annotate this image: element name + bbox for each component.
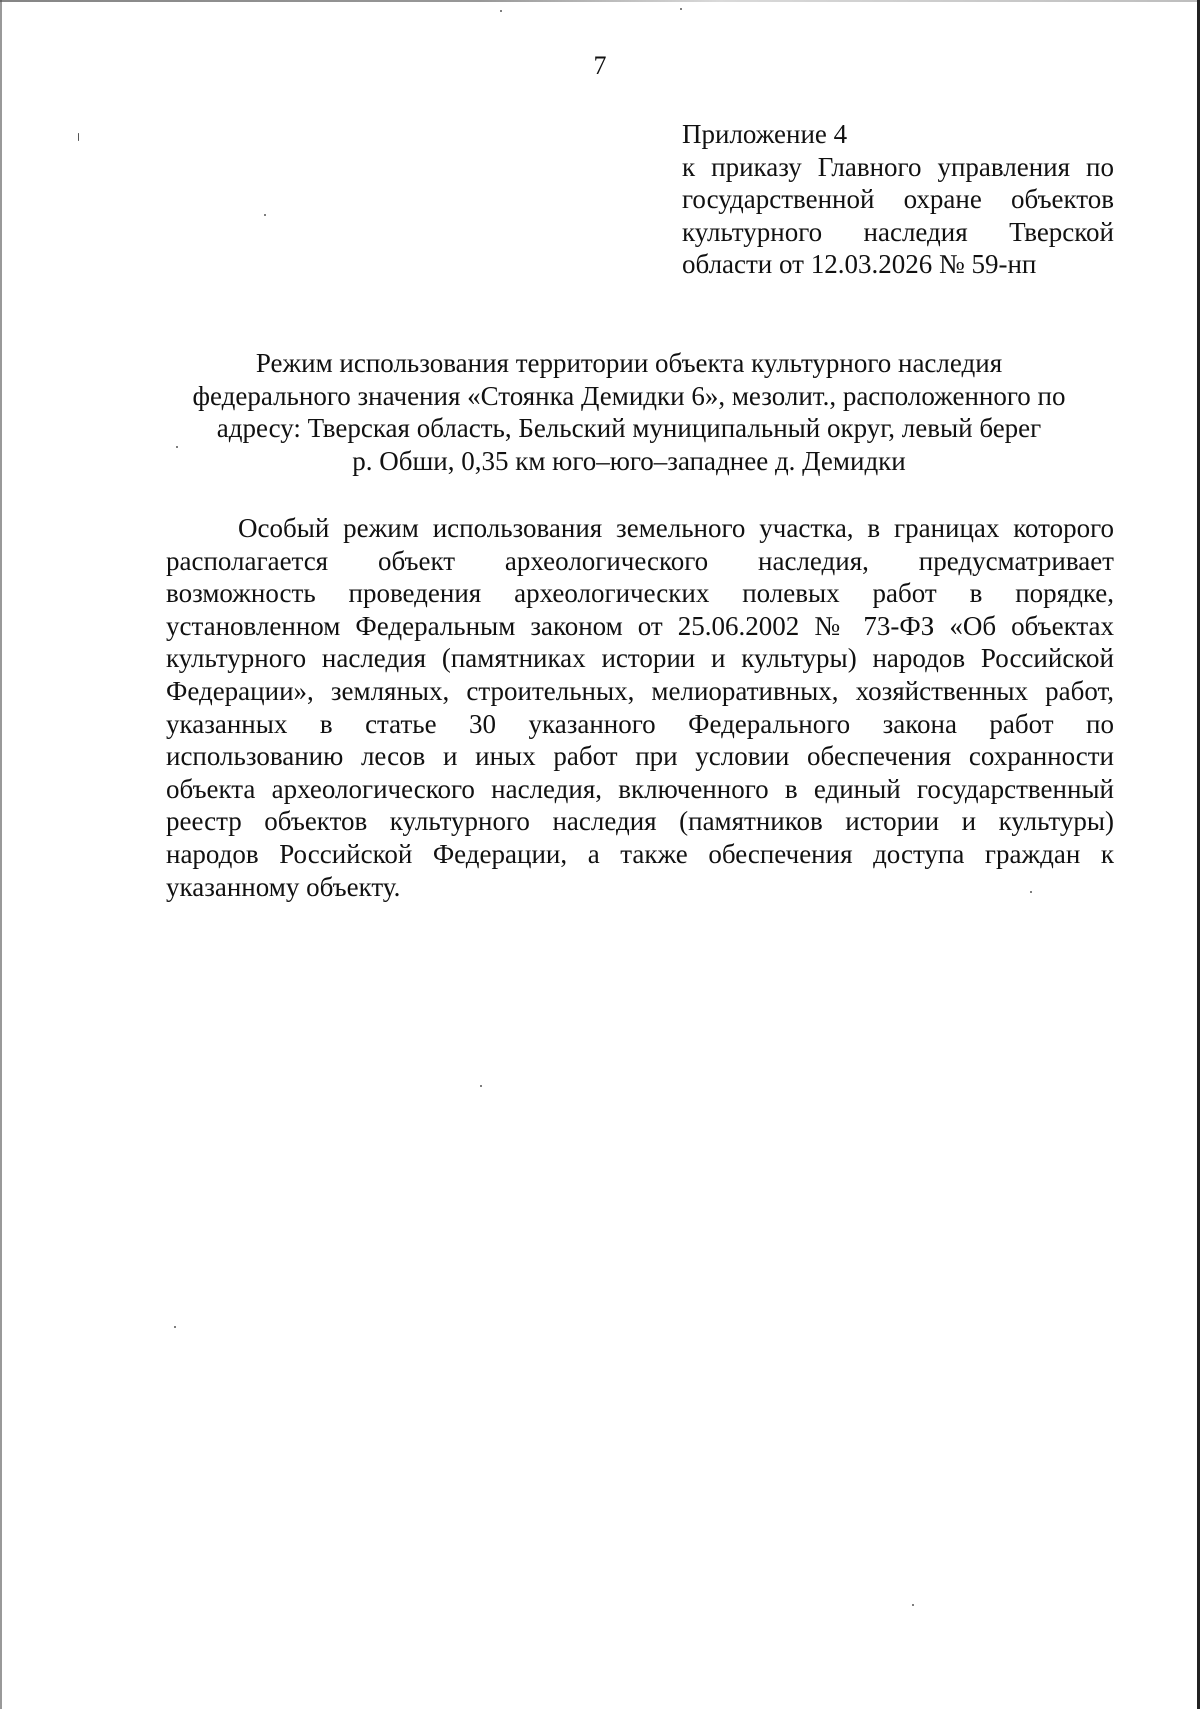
document-title: [150, 347, 1108, 477]
page-number: 7: [593, 51, 607, 80]
scan-speck: [680, 8, 682, 10]
scan-edge-left: [0, 0, 2, 1709]
document-title-line: р. Обши, 0,35 км юго–юго–западнее д. Демидки: [352, 445, 906, 476]
body-line: использованию лесов и иных работ при условии обеспечения сохранности: [166, 741, 1114, 772]
appendix-line: культурного наследия Тверской: [682, 216, 1114, 247]
scan-edge-top: [0, 0, 1200, 2]
appendix-title: Приложение 4: [682, 119, 848, 149]
appendix-line: государственной охране объектов: [682, 184, 1114, 215]
body-line: реестр объектов культурного наследия (памятников истории и культуры): [166, 806, 1114, 837]
scan-speck: [480, 1085, 482, 1087]
body-line: указанных в статье 30 указанного Федерального закона работ по: [166, 708, 1114, 739]
body-line: располагается объект археологического наследия, предусматривает: [166, 545, 1114, 576]
document-title-line: адресу: Тверская область, Бельский муниципальный округ, левый берег: [216, 413, 1042, 444]
body-line: Особый режим использования земельного участка, в границах которого: [238, 513, 1114, 543]
body-line: Федерации», земляных, строительных, мелиоративных, хозяйственных работ,: [166, 675, 1114, 706]
body-line: возможность проведения археологических полевых работ в порядке,: [166, 578, 1114, 609]
appendix-line: области от 12.03.2026 № 59-нп: [682, 249, 1037, 280]
document-title-line: федерального значения «Стоянка Демидки 6», мезолит., расположенного по: [192, 380, 1066, 411]
body-line: народов Российской Федерации, а также обеспечения доступа граждан к: [166, 838, 1114, 869]
body-line: культурного наследия (памятниках истории и культуры) народов Российской: [166, 643, 1114, 674]
body-line: указанному объекту.: [166, 871, 401, 902]
appendix-line: к приказу Главного управления по: [682, 151, 1114, 182]
scan-speck: [174, 1326, 176, 1328]
body-line: установленном Федеральным законом от 25.06.2002 № 73-ФЗ «Об объектах: [166, 610, 1114, 641]
scan-speck: [78, 133, 79, 141]
appendix-header: [682, 118, 1114, 281]
body-line: объекта археологического наследия, включенного в единый государственный: [166, 773, 1114, 804]
scan-speck: [264, 214, 266, 216]
document-title-line: Режим использования территории объекта культурного наследия: [255, 348, 1003, 378]
scan-speck: [500, 10, 502, 12]
scan-speck: [912, 1604, 914, 1606]
body-paragraph: [166, 512, 1114, 903]
